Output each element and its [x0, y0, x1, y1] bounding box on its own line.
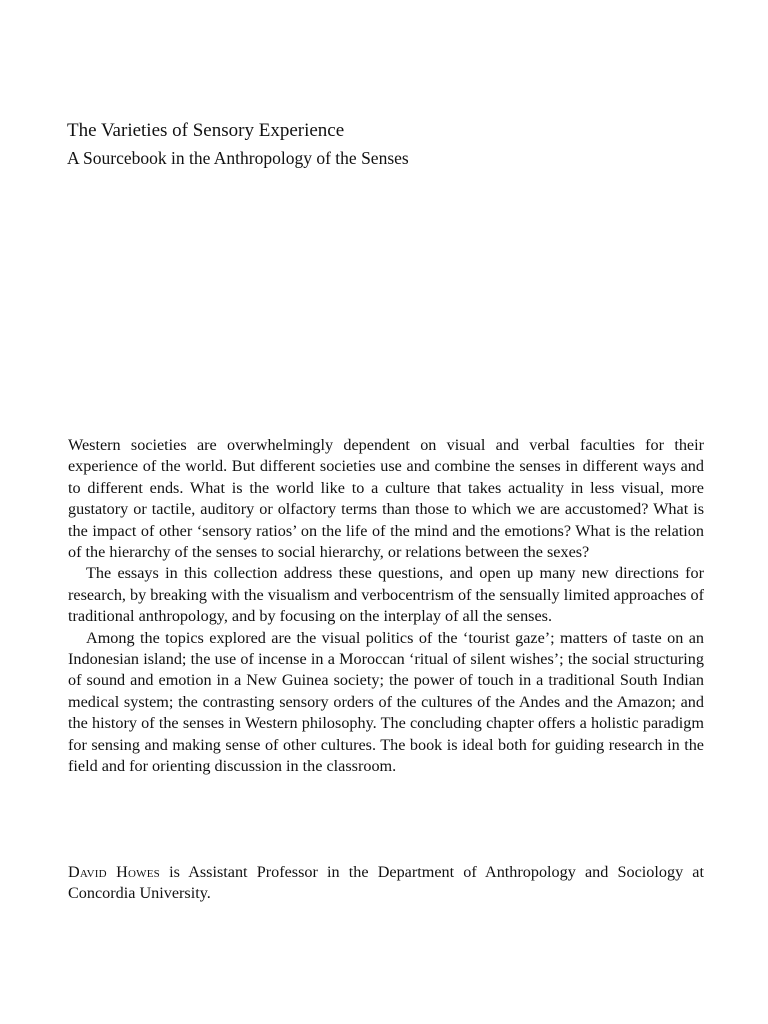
- author-name: David Howes: [68, 863, 160, 881]
- description-paragraph-3: Among the topics explored are the visual politics of the ‘tourist gaze’; matters of taste on an Indonesian island; the use of incense in a Moroccan ‘ritual of silent wishes’; the social structuring of sound and emotion in a New Guinea society; the power of touch in a traditional South Indian medical system; the contrasting sensory orders of the cultures of the Andes and the Amazon; and the history of the senses in Western philosophy. The concluding chapter offers a holistic paradigm for sensing and making sense of other cultures. The book is ideal both for guiding research in the field and for orienting discussion in the classroom.: [68, 628, 704, 776]
- description-paragraph-2: The essays in this collection address these questions, and open up many new directions for research, by breaking with the visualism and verbocentrism of the sensually limited approaches of traditional anthropology, and by focusing on the interplay of all the senses.: [68, 564, 704, 626]
- author-bio: [68, 862, 704, 905]
- description-paragraph-1: Western societies are overwhelmingly dependent on visual and verbal faculties for their experience of the world. But different societies use and combine the senses in different ways and to different ends. What is the world like to a culture that takes actuality in less visual, more gustatory or tactile, auditory or olfactory terms than those to which we are accustomed? What is the impact of other ‘sensory ratios’ on the life of the mind and the emotions? What is the relation of the hierarchy of the senses to social hierarchy, or relations between the sexes?: [68, 436, 704, 562]
- author-bio-text: is Assistant Professor in the Department of Anthropology and Sociology at Concordia University.: [68, 863, 704, 903]
- book-subtitle: A Sourcebook in the Anthropology of the Senses: [67, 148, 409, 168]
- book-title: The Varieties of Sensory Experience: [67, 120, 345, 141]
- book-description: [68, 435, 704, 778]
- title-block: [67, 118, 707, 170]
